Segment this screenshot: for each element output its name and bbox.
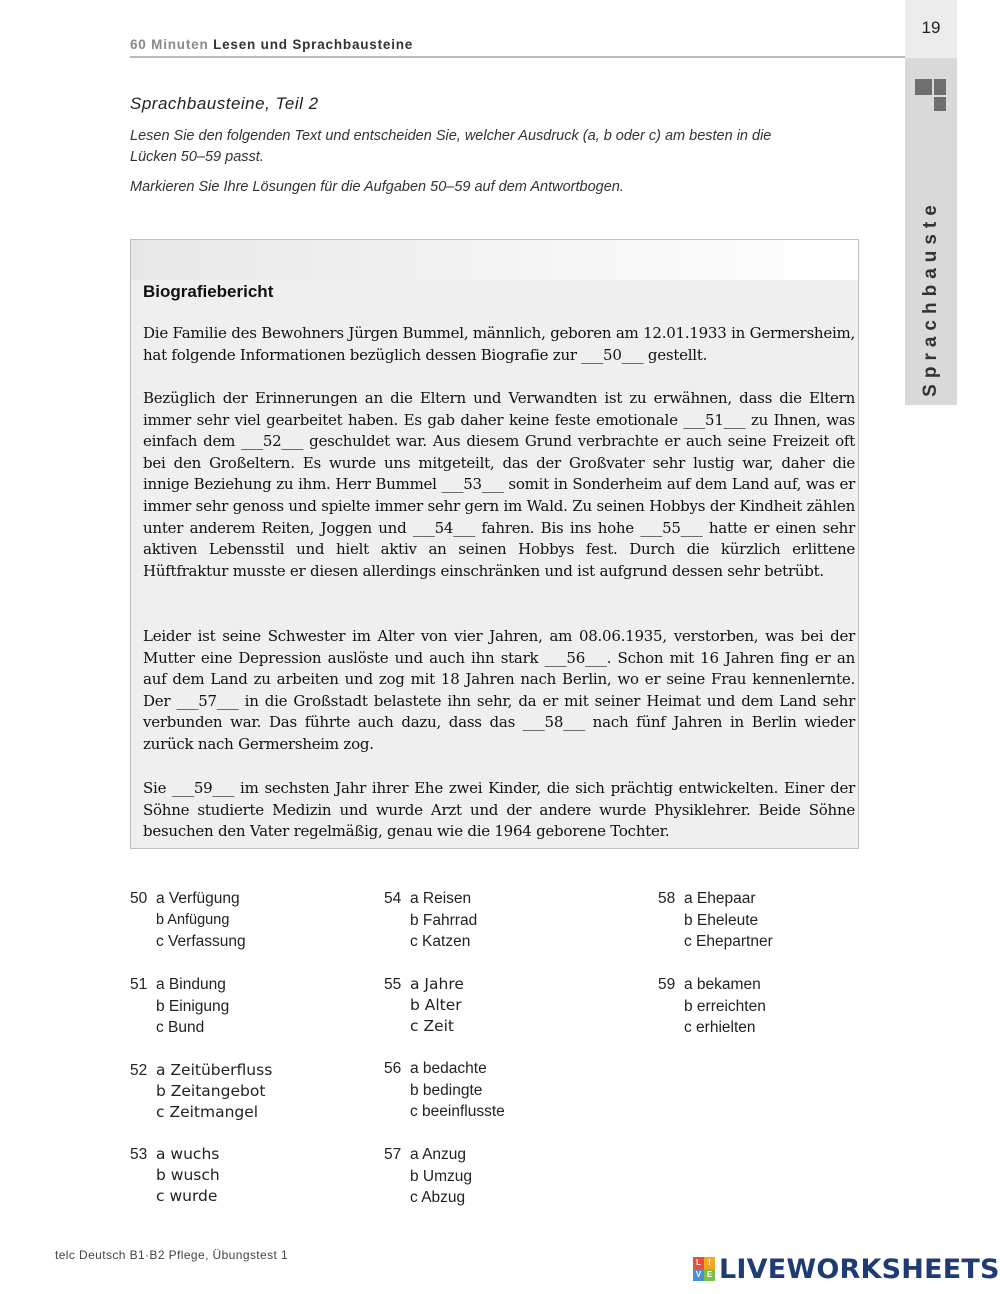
option-c[interactable]: c Katzen bbox=[410, 933, 471, 950]
question-number: 54 bbox=[384, 890, 402, 907]
option-a[interactable]: a bekamen bbox=[684, 976, 761, 993]
liveworksheets-logo bbox=[693, 1254, 1000, 1284]
header-rule bbox=[130, 56, 905, 58]
option-a[interactable]: a bedachte bbox=[410, 1060, 487, 1077]
option-c[interactable]: c Verfassung bbox=[156, 933, 246, 950]
option-a[interactable]: a wuchs bbox=[156, 1145, 220, 1163]
logo-text: LIVEWORKSHEETS bbox=[719, 1253, 1000, 1285]
header-prefix: 60 Minuten bbox=[130, 37, 209, 52]
question-number: 53 bbox=[130, 1146, 148, 1163]
option-c[interactable]: c Bund bbox=[156, 1019, 205, 1036]
header-title: Lesen und Sprachbausteine bbox=[213, 37, 414, 52]
option-b[interactable]: b Umzug bbox=[410, 1167, 473, 1185]
question-number: 59 bbox=[658, 976, 676, 993]
option-b[interactable]: b Zeitangebot bbox=[156, 1082, 266, 1100]
question-number: 51 bbox=[130, 976, 148, 993]
paragraph-2: Bezüglich der Erinnerungen an die Eltern und Verwandten ist zu erwähnen, dass die Eltern immer sehr viel gearbeitet haben. Es gab daher keine feste emotionale ___51___ zu Ihnen, was einfach dem ___52___ geschuldet war. Aus diesem Grund verbrachte er auch seine Freizeit oft bei den Großeltern. Es wurde uns mitgeteilt, das der Großvater sehr lustig war, daher die innige Beziehung zu ihm. Herr Bummel ___53___ somit in Sonderheim auf dem Land auf, was er immer sehr genoss und spielte immer sehr gern im Wald. Zu seinen Hobbys der Kindheit zählen unter anderem Reiten, Joggen und ___54___ fahren. Bis ins hohe ___55___ hatte er einen sehr aktiven Lebensstil und hielt aktiv an seinen Hobbys fest. Durch die kürzlich erlittene Hüftfraktur musste er diesen allerdings einschränken und ist aufgrund dessen sehr betrübt. bbox=[143, 389, 855, 580]
option-b[interactable]: b bedingte bbox=[410, 1081, 483, 1099]
tab-square-icon bbox=[915, 79, 932, 95]
option-a[interactable]: a Ehepaar bbox=[684, 890, 756, 907]
side-tab-label: Sprachbauste bbox=[920, 199, 941, 397]
option-c[interactable]: c Ehepartner bbox=[684, 933, 773, 950]
option-b[interactable]: b Fahrrad bbox=[410, 911, 478, 929]
option-b[interactable]: b Alter bbox=[410, 996, 462, 1014]
text-box-gradient bbox=[131, 240, 858, 280]
text-title: Biografiebericht bbox=[143, 282, 274, 301]
option-a[interactable]: a Verfügung bbox=[156, 890, 240, 907]
page-number-tab bbox=[905, 0, 957, 58]
option-a[interactable]: a Jahre bbox=[410, 975, 464, 993]
option-c[interactable]: c beeinflusste bbox=[410, 1103, 505, 1120]
footer-text: telc Deutsch B1·B2 Pflege, Übungstest 1 bbox=[55, 1248, 289, 1262]
tab-square-icon bbox=[934, 97, 946, 111]
option-c[interactable]: c wurde bbox=[156, 1187, 218, 1205]
option-c[interactable]: c Zeitmangel bbox=[156, 1103, 259, 1121]
question-number: 50 bbox=[130, 890, 148, 907]
option-a[interactable]: a Anzug bbox=[410, 1146, 467, 1163]
logo-icon-letter: E bbox=[704, 1269, 715, 1281]
question-number: 52 bbox=[130, 1062, 148, 1079]
instruction-line-3: Markieren Sie Ihre Lösungen für die Aufgaben 50–59 auf dem Antwortbogen. bbox=[130, 179, 624, 195]
paragraph-4: Sie ___59___ im sechsten Jahr ihrer Ehe zwei Kinder, die sich prächtig entwickelten. Einer der Söhne studierte Medizin und wurde Arzt und der andere wurde Physiklehrer. Beide Söhne besuchen den Vater regelmäßig, genau wie die 1964 geborene Tochter. bbox=[143, 779, 855, 841]
tab-square-icon bbox=[934, 79, 946, 95]
instruction-line-2: Lücken 50–59 passt. bbox=[130, 149, 264, 165]
option-b[interactable]: b Einigung bbox=[156, 997, 230, 1015]
option-a[interactable]: a Bindung bbox=[156, 976, 226, 993]
option-c[interactable]: c erhielten bbox=[684, 1019, 756, 1036]
option-b[interactable]: b Eheleute bbox=[684, 911, 759, 929]
option-b[interactable]: b Anfügung bbox=[156, 911, 230, 928]
running-header bbox=[130, 37, 413, 52]
logo-icon bbox=[693, 1257, 715, 1281]
option-a[interactable]: a Reisen bbox=[410, 890, 472, 907]
page-number: 19 bbox=[921, 18, 941, 37]
logo-icon-letter: V bbox=[693, 1269, 704, 1281]
section-title: Sprachbausteine, Teil 2 bbox=[130, 94, 319, 113]
logo-icon-letter: L bbox=[693, 1257, 704, 1269]
instruction-line-1: Lesen Sie den folgenden Text und entscheiden Sie, welcher Ausdruck (a, b oder c) am besten in die bbox=[130, 128, 772, 144]
question-number: 56 bbox=[384, 1060, 402, 1077]
paragraph-1: Die Familie des Bewohners Jürgen Bummel, männlich, geboren am 12.01.1933 in Germersheim, hat folgende Informationen bezüglich dessen Biografie zur ___50___ gestellt. bbox=[143, 324, 855, 364]
option-b[interactable]: b wusch bbox=[156, 1166, 220, 1184]
text-box bbox=[130, 239, 859, 849]
logo-icon-letter: I bbox=[704, 1257, 715, 1269]
option-c[interactable]: c Zeit bbox=[410, 1017, 454, 1035]
option-b[interactable]: b erreichten bbox=[684, 997, 766, 1015]
question-number: 57 bbox=[384, 1146, 402, 1163]
option-c[interactable]: c Abzug bbox=[410, 1189, 466, 1206]
question-number: 58 bbox=[658, 890, 676, 907]
option-a[interactable]: a Zeitüberfluss bbox=[156, 1061, 273, 1079]
paragraph-3: Leider ist seine Schwester im Alter von vier Jahren, am 08.06.1935, verstorben, was bei der Mutter eine Depression auslöste und auch ihn stark ___56___. Schon mit 16 Jahren fing er an auf dem Land zu arbeiten und zog mit 18 Jahren nach Berlin, wo er seine Frau kennenlernte. Der ___57___ in die Großstadt belastete ihn sehr, da er mit seiner Heimat und dem Land sehr verbunden war. Das führte auch dazu, dass das ___58___ nach fünf Jahren in Berlin wieder zurück nach Germersheim zog. bbox=[143, 627, 855, 753]
question-number: 55 bbox=[384, 976, 402, 993]
